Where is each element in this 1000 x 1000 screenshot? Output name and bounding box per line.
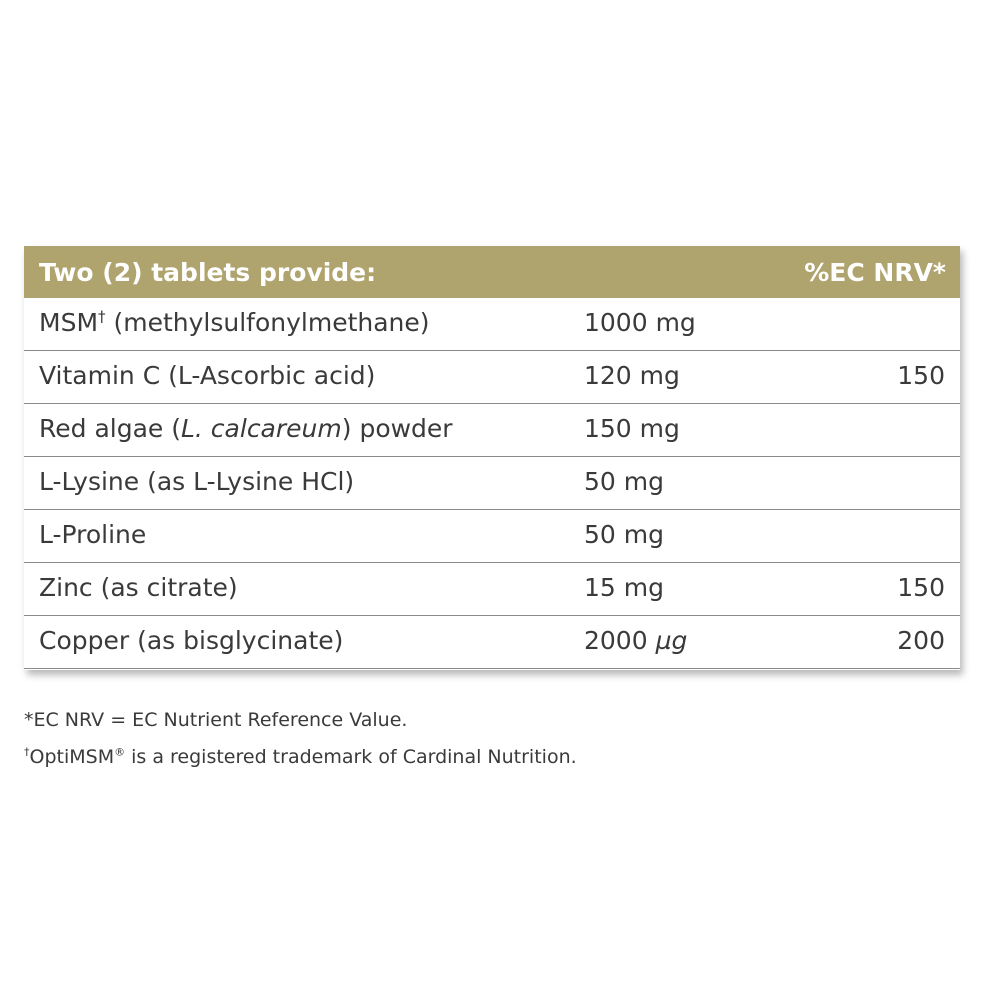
table-row [24,510,960,563]
ingredient-name: L-Proline [39,520,147,549]
ingredient-amount: 120 mg [584,361,680,390]
table-row [24,616,960,669]
ingredient-nrv: 150 [897,361,945,390]
ingredient-amount: 50 mg [584,467,664,496]
ingredient-amount: 150 mg [584,414,680,443]
ingredient-amount: 2000 µg [584,626,688,655]
ingredient-nrv: 150 [897,573,945,602]
table-row [24,351,960,404]
table-header [24,246,960,298]
ingredient-amount: 50 mg [584,520,664,549]
table-row [24,404,960,457]
table-row [24,457,960,510]
ingredient-name: Red algae (L. calcareum) powder [39,414,453,443]
ingredient-amount: 15 mg [584,573,664,602]
row-divider [24,668,960,669]
ingredient-name: MSM† (methylsulfonylmethane) [39,307,430,337]
table-row [24,563,960,616]
table-row [24,298,960,351]
header-serving: Two (2) tablets provide: [39,258,377,287]
footnotes [24,702,924,776]
ingredient-nrv: 200 [897,626,945,655]
ingredient-name: Zinc (as citrate) [39,573,238,602]
ingredient-name: Copper (as bisglycinate) [39,626,344,655]
header-nrv: %EC NRV* [804,258,946,287]
footnote-nrv: *EC NRV = EC Nutrient Reference Value. [24,709,408,731]
ingredient-amount: 1000 mg [584,308,696,337]
ingredient-name: L-Lysine (as L-Lysine HCl) [39,467,355,496]
ingredient-name: Vitamin C (L-Ascorbic acid) [39,361,376,390]
supplement-facts-table [24,246,960,670]
footnote-trademark: †OptiMSM® is a registered trademark of Cardinal Nutrition. [24,745,577,768]
